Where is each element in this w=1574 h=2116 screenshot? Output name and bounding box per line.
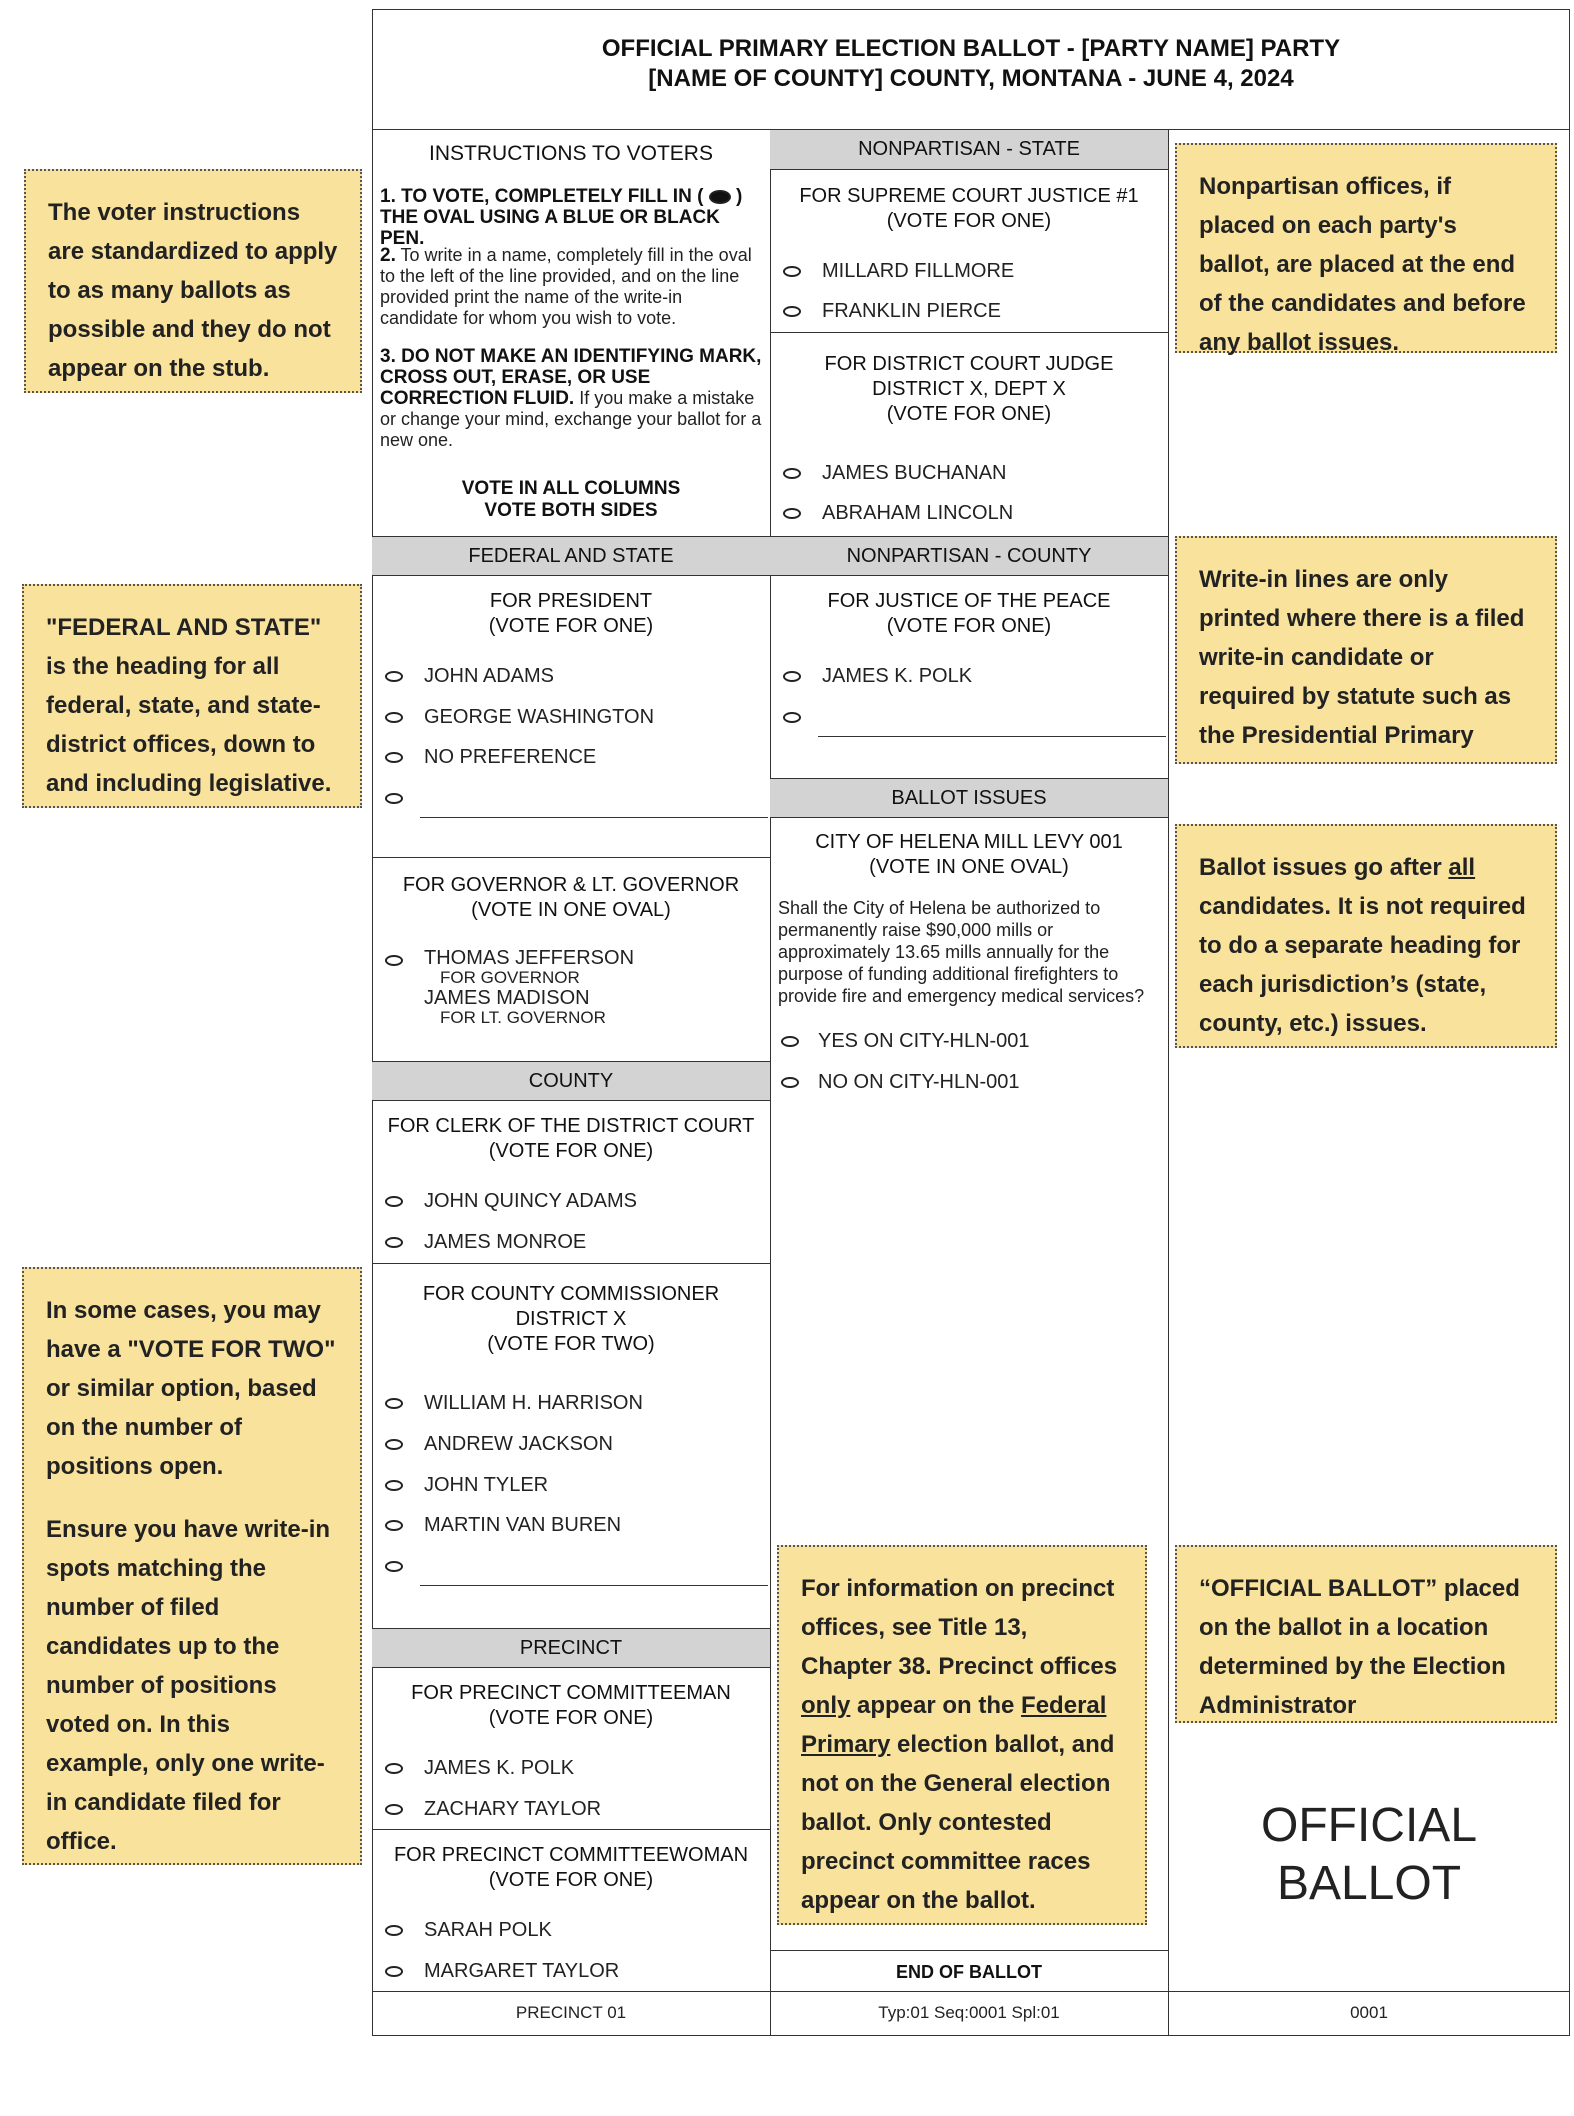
option-label: YES ON CITY-HLN-001 bbox=[818, 1030, 1030, 1052]
race-governor-title: FOR GOVERNOR & LT. GOVERNOR bbox=[402, 874, 740, 896]
note-ballot-issues-underline: all bbox=[1448, 854, 1476, 881]
candidate-label: WILLIAM H. HARRISON bbox=[424, 1392, 643, 1414]
instructions-step2 bbox=[380, 245, 765, 329]
race-committeeman-header bbox=[372, 1681, 770, 1731]
footer-precinct: PRECINCT 01 bbox=[515, 2003, 627, 2022]
filled-oval-icon bbox=[709, 190, 731, 204]
lt-governor-role: FOR LT. GOVERNOR bbox=[440, 1008, 606, 1027]
candidate-label: ZACHARY TAYLOR bbox=[424, 1798, 602, 1820]
issue-levy-text: Shall the City of Helena be authorized to permanently raise $90,000 mills or approximately 13.65 mills annually for the purpose of funding additional firefighters to provide fire and emergency medical services? bbox=[778, 898, 1145, 1006]
official-line1: OFFICIAL bbox=[1260, 1799, 1478, 1852]
race-president-title: FOR PRESIDENT bbox=[489, 590, 653, 612]
instructions-step3 bbox=[380, 346, 765, 451]
race-clerk-vote: (VOTE FOR ONE) bbox=[488, 1140, 654, 1162]
oval-president-write-in[interactable] bbox=[385, 793, 403, 804]
candidate-label: SARAH POLK bbox=[424, 1919, 552, 1941]
oval-no-levy[interactable] bbox=[781, 1077, 799, 1088]
lt-governor-name: JAMES MADISON bbox=[424, 987, 590, 1009]
write-in-line[interactable] bbox=[420, 1585, 768, 1586]
candidate-label: JAMES MONROE bbox=[424, 1231, 587, 1253]
column-divider-2 bbox=[1168, 129, 1169, 2036]
issue-levy-vote: (VOTE IN ONE OVAL) bbox=[869, 856, 1069, 878]
race-clerk-header bbox=[372, 1114, 770, 1164]
footer-divider bbox=[372, 1991, 1570, 1992]
section-nonpartisan-county: NONPARTISAN - COUNTY bbox=[770, 536, 1168, 576]
race-committeeman-title: FOR PRECINCT COMMITTEEMAN bbox=[411, 1682, 731, 1704]
oval-james-monroe[interactable] bbox=[385, 1237, 403, 1248]
race-divider bbox=[372, 1829, 770, 1830]
note-precinct-federal-primary: Federal Primary bbox=[801, 1692, 1107, 1758]
section-county: COUNTY bbox=[372, 1061, 770, 1101]
ballot-header bbox=[372, 34, 1570, 94]
note-federal-state: "FEDERAL AND STATE" is the heading for all federal, state, and state-district offices, down to and including legislative. bbox=[22, 584, 362, 808]
issue-levy-header bbox=[770, 830, 1168, 880]
end-of-ballot: END OF BALLOT bbox=[896, 1962, 1042, 1982]
race-governor-header bbox=[372, 873, 770, 923]
race-president-vote: (VOTE FOR ONE) bbox=[488, 615, 654, 637]
candidate-label: MILLARD FILLMORE bbox=[822, 260, 1015, 282]
option-label: NO ON CITY-HLN-001 bbox=[818, 1071, 1020, 1093]
ballot-title-line1: OFFICIAL PRIMARY ELECTION BALLOT - [PARTY NAME] PARTY bbox=[601, 35, 1341, 62]
note-precinct-c: election ballot, and not on the General election ballot. Only contested precinct committee races appear on the ballot. bbox=[801, 1731, 1115, 1914]
oval-zachary-taylor[interactable] bbox=[385, 1804, 403, 1815]
candidate-label: JOHN TYLER bbox=[424, 1474, 549, 1496]
race-divider bbox=[372, 1263, 770, 1264]
candidate-label: MARGARET TAYLOR bbox=[424, 1960, 620, 1982]
oval-no-preference[interactable] bbox=[385, 752, 403, 763]
instructions-footer bbox=[372, 478, 770, 522]
race-divider bbox=[372, 857, 770, 858]
race-district-judge-title: FOR DISTRICT COURT JUDGE bbox=[824, 353, 1114, 375]
oval-martin-van-buren[interactable] bbox=[385, 1520, 403, 1531]
candidate-label: JOHN QUINCY ADAMS bbox=[424, 1190, 637, 1212]
note-write-in-lines: Write-in lines are only printed where there is a filed write-in candidate or required by statute such as the Presidential Primary bbox=[1175, 536, 1557, 764]
note-ballot-issues-b: candidates. It is not required to do a separate heading for each jurisdiction’s (state, county, etc.) issues. bbox=[1199, 893, 1526, 1037]
instructions-step3-text: If you make a mistake or change your mind, exchange your ballot for a new one. bbox=[380, 388, 762, 450]
oval-william-h-harrison[interactable] bbox=[385, 1398, 403, 1409]
ticket-jefferson-madison bbox=[424, 948, 634, 1028]
race-supreme-vote: (VOTE FOR ONE) bbox=[886, 210, 1052, 232]
note-precinct-a: For information on precinct offices, see Title 13, Chapter 38. Precinct offices bbox=[801, 1575, 1118, 1680]
end-divider bbox=[770, 1950, 1168, 1951]
oval-margaret-taylor[interactable] bbox=[385, 1966, 403, 1977]
note-precinct-b: appear on the bbox=[850, 1692, 1022, 1719]
oval-john-quincy-adams[interactable] bbox=[385, 1196, 403, 1207]
candidate-label: JAMES K. POLK bbox=[822, 665, 973, 687]
note-ballot-issues-a: Ballot issues go after bbox=[1199, 854, 1449, 881]
oval-abraham-lincoln[interactable] bbox=[783, 508, 801, 519]
candidate-label: NO PREFERENCE bbox=[424, 746, 597, 768]
instructions-title: INSTRUCTIONS TO VOTERS bbox=[429, 142, 713, 165]
race-commissioner-vote: (VOTE FOR TWO) bbox=[487, 1333, 655, 1355]
issue-levy-title: CITY OF HELENA MILL LEVY 001 bbox=[815, 831, 1123, 853]
race-district-judge-dept: DISTRICT X, DEPT X bbox=[872, 378, 1066, 400]
section-federal-state: FEDERAL AND STATE bbox=[372, 536, 770, 576]
oval-franklin-pierce[interactable] bbox=[783, 306, 801, 317]
note-precinct-offices bbox=[777, 1545, 1147, 1925]
instructions-step1-close: ) bbox=[735, 186, 743, 207]
ballot-title-line2: [NAME OF COUNTY] COUNTY, MONTANA - JUNE 4, 2024 bbox=[648, 65, 1294, 92]
section-precinct: PRECINCT bbox=[372, 1628, 770, 1668]
race-committeewoman-header bbox=[372, 1843, 770, 1893]
instructions-step1 bbox=[380, 186, 765, 249]
note-ballot-issues bbox=[1175, 824, 1557, 1048]
candidate-label: JAMES K. POLK bbox=[424, 1757, 575, 1779]
oval-sarah-polk[interactable] bbox=[385, 1925, 403, 1936]
write-in-line[interactable] bbox=[818, 736, 1166, 737]
race-district-judge-vote: (VOTE FOR ONE) bbox=[886, 403, 1052, 425]
oval-millard-fillmore[interactable] bbox=[783, 266, 801, 277]
candidate-label: MARTIN VAN BUREN bbox=[424, 1514, 622, 1536]
vote-both-sides: VOTE BOTH SIDES bbox=[484, 500, 658, 521]
candidate-label: GEORGE WASHINGTON bbox=[424, 706, 655, 728]
oval-james-buchanan[interactable] bbox=[783, 468, 801, 479]
vote-all-columns: VOTE IN ALL COLUMNS bbox=[461, 478, 681, 499]
oval-john-tyler[interactable] bbox=[385, 1480, 403, 1491]
section-ballot-issues: BALLOT ISSUES bbox=[770, 778, 1168, 818]
oval-yes-levy[interactable] bbox=[781, 1036, 799, 1047]
race-committeewoman-vote: (VOTE FOR ONE) bbox=[488, 1869, 654, 1891]
oval-james-k-polk-jp[interactable] bbox=[783, 671, 801, 682]
candidate-label: FRANKLIN PIERCE bbox=[822, 300, 1001, 322]
footer-ballot-number: 0001 bbox=[1350, 2003, 1388, 2022]
race-divider bbox=[770, 332, 1168, 333]
note-official-ballot: “OFFICIAL BALLOT” placed on the ballot in a location determined by the Election Administrator bbox=[1175, 1545, 1557, 1723]
race-jp-header bbox=[770, 589, 1168, 639]
candidate-label: JAMES BUCHANAN bbox=[822, 462, 1007, 484]
instructions-step1-text: 1. TO VOTE, COMPLETELY FILL IN ( bbox=[380, 186, 704, 207]
write-in-line[interactable] bbox=[420, 817, 768, 818]
footer-type-seq: Typ:01 Seq:0001 Spl:01 bbox=[878, 2003, 1060, 2022]
oval-john-adams[interactable] bbox=[385, 671, 403, 682]
race-governor-vote: (VOTE IN ONE OVAL) bbox=[471, 899, 671, 921]
official-line2: BALLOT bbox=[1276, 1857, 1462, 1910]
race-committeeman-vote: (VOTE FOR ONE) bbox=[488, 1707, 654, 1729]
oval-james-k-polk-committeeman[interactable] bbox=[385, 1763, 403, 1774]
section-nonpartisan-state: NONPARTISAN - STATE bbox=[770, 130, 1168, 170]
candidate-label: JOHN ADAMS bbox=[424, 665, 555, 687]
race-supreme-title: FOR SUPREME COURT JUSTICE #1 bbox=[799, 185, 1139, 207]
oval-george-washington[interactable] bbox=[385, 712, 403, 723]
governor-role: FOR GOVERNOR bbox=[440, 968, 580, 987]
instructions-step2-text: To write in a name, completely fill in the oval to the left of the line provided, and on the line provided print the name of the write-in candidate for whom you wish to vote. bbox=[380, 245, 752, 328]
race-committeewoman-title: FOR PRECINCT COMMITTEEWOMAN bbox=[393, 1844, 749, 1866]
note-precinct-only: only bbox=[801, 1692, 851, 1719]
instructions-step1-text2: THE OVAL USING A BLUE OR BLACK PEN. bbox=[380, 207, 720, 249]
official-ballot-mark bbox=[1168, 1797, 1570, 1913]
note-vote-for-two-text1: In some cases, you may have a "VOTE FOR TWO" or similar option, based on the number of positions open. bbox=[46, 1297, 336, 1480]
note-nonpartisan: Nonpartisan offices, if placed on each party's ballot, are placed at the end of the candidates and before any ballot issues. bbox=[1175, 143, 1557, 353]
note-vote-for-two-text2: Ensure you have write-in spots matching the number of filed candidates up to the number of positions voted on. In this example, only one write-in candidate filed for office. bbox=[46, 1516, 331, 1855]
note-vote-for-two bbox=[22, 1267, 362, 1865]
race-clerk-title: FOR CLERK OF THE DISTRICT COURT bbox=[387, 1115, 755, 1137]
candidate-label: ANDREW JACKSON bbox=[424, 1433, 613, 1455]
governor-name: THOMAS JEFFERSON bbox=[424, 947, 635, 969]
instructions-step3-bold: 3. DO NOT MAKE AN IDENTIFYING MARK, CROSS OUT, ERASE, OR USE CORRECTION FLUID. bbox=[380, 346, 762, 409]
oval-andrew-jackson[interactable] bbox=[385, 1439, 403, 1450]
oval-commissioner-write-in[interactable] bbox=[385, 1561, 403, 1572]
instructions-step2-number: 2. bbox=[380, 245, 396, 266]
oval-jp-write-in[interactable] bbox=[783, 712, 801, 723]
race-supreme-header bbox=[770, 184, 1168, 234]
oval-jefferson-madison[interactable] bbox=[385, 955, 403, 966]
race-commissioner-header bbox=[372, 1282, 770, 1357]
race-president-header bbox=[372, 589, 770, 639]
race-jp-vote: (VOTE FOR ONE) bbox=[886, 615, 1052, 637]
race-district-judge-header bbox=[770, 352, 1168, 427]
race-commissioner-district: DISTRICT X bbox=[515, 1308, 627, 1330]
race-jp-title: FOR JUSTICE OF THE PEACE bbox=[827, 590, 1111, 612]
note-voter-instructions: The voter instructions are standardized to apply to as many ballots as possible and they do not appear on the stub. bbox=[24, 169, 362, 393]
candidate-label: ABRAHAM LINCOLN bbox=[822, 502, 1014, 524]
race-commissioner-title: FOR COUNTY COMMISSIONER bbox=[422, 1283, 720, 1305]
